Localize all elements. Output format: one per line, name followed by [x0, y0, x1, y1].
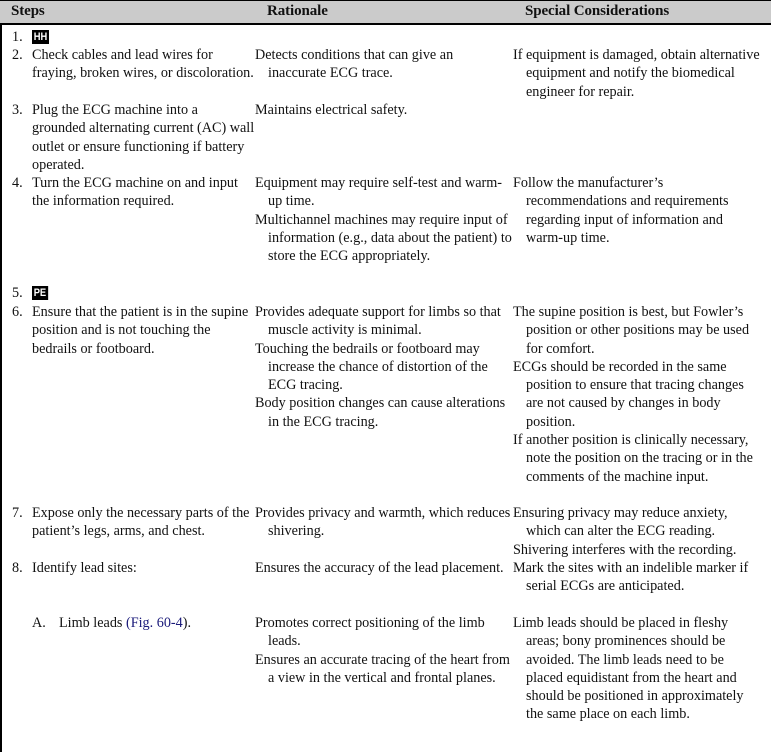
rationale-text: Touching the bedrails or footboard may increase the chance of distortion of the ECG tracing. — [255, 340, 488, 394]
rationale-text: Ensures the accuracy of the lead placement. — [255, 560, 504, 576]
step-text: Expose only the necessary parts of the patient’s legs, arms, and chest. — [32, 505, 250, 540]
rationale-text: Body position changes can cause alterations in the ECG tracing. — [255, 395, 506, 430]
table-body — [0, 28, 771, 744]
step-1 — [12, 28, 255, 46]
rationale-text: Promotes correct positioning of the limb leads. — [255, 615, 485, 650]
step-2 — [12, 46, 255, 83]
special-text: Mark the sites with an indelible marker if serial ECGs are anticipated. — [513, 560, 749, 595]
table-row — [0, 28, 771, 46]
step-text-end: ). — [182, 615, 192, 631]
table-row — [0, 504, 771, 559]
step-4 — [12, 174, 255, 211]
step-number: 6. — [12, 304, 23, 320]
table-row — [0, 101, 771, 174]
step-number: 4. — [12, 175, 23, 191]
step-3 — [12, 101, 255, 174]
step-text: Plug the ECG machine into a grounded alternating current (AC) wall outlet or ensure functioning if battery operated. — [32, 102, 255, 173]
table-row — [0, 559, 771, 614]
rationale-text: Detects conditions that can give an inaccurate ECG trace. — [255, 47, 454, 82]
step-number: 5. — [12, 285, 23, 301]
header-rationale: Rationale — [267, 3, 328, 19]
table-header — [0, 0, 771, 25]
step-text: Check cables and lead wires for fraying, broken wires, or discoloration. — [32, 47, 254, 82]
rationale-text: Ensures an accurate tracing of the heart from a view in the vertical and frontal planes. — [255, 651, 510, 686]
step-number: 7. — [12, 505, 23, 521]
step-text: Ensure that the patient is in the supine position and is not touching the bedrails or footboard. — [32, 304, 249, 357]
figure-link[interactable]: (Fig. 60-4 — [125, 615, 183, 631]
special-text: ECGs should be recorded in the same position to ensure that tracing changes are not caused by changes in body position. — [513, 358, 744, 430]
special-text: Follow the manufacturer’s recommendations and requirements regarding input of information and warm-up time. — [513, 175, 729, 246]
table-row — [0, 284, 771, 303]
special-text: Shivering interferes with the recording. — [513, 541, 737, 558]
table-row — [0, 174, 771, 284]
header-special-considerations: Special Considerations — [525, 3, 670, 19]
step-number: 1. — [12, 29, 23, 45]
step-7 — [12, 504, 255, 541]
step-number: 3. — [12, 102, 23, 118]
step-number: A. — [32, 615, 46, 631]
step-8a — [12, 614, 255, 632]
table-row — [0, 614, 771, 744]
special-text: The supine position is best, but Fowler’s position or other positions may be used for comfort. — [513, 304, 750, 357]
rationale-text: Provides adequate support for limbs so that muscle activity is minimal. — [255, 304, 501, 339]
step-number: 8. — [12, 560, 23, 576]
step-text: Limb leads — [59, 615, 126, 631]
step-text: Turn the ECG machine on and input the information required. — [32, 175, 238, 210]
table-row — [0, 46, 771, 101]
special-text: If another position is clinically necessary, note the position on the tracing or in the comments of the machine input. — [513, 432, 753, 485]
rationale-text: Equipment may require self-test and warm-up time. — [255, 175, 503, 210]
rationale-text: Multichannel machines may require input of information (e.g., data about the patient) to store the ECG appropriately. — [255, 211, 512, 265]
special-text: If equipment is damaged, obtain alternative equipment and notify the biomedical engineer for repair. — [513, 47, 760, 100]
hand-hygiene-icon: HH — [33, 31, 48, 43]
step-6 — [12, 303, 255, 358]
step-8 — [12, 559, 255, 577]
step-text: Identify lead sites: — [32, 560, 137, 576]
rationale-text: Maintains electrical safety. — [255, 102, 408, 118]
header-steps: Steps — [11, 3, 45, 19]
step-number: 2. — [12, 47, 23, 63]
table-row — [0, 303, 771, 504]
special-text: Ensuring privacy may reduce anxiety, which can alter the ECG reading. — [513, 505, 728, 540]
patient-education-icon: PE — [33, 287, 47, 299]
step-5 — [12, 284, 255, 302]
special-text: Limb leads should be placed in fleshy areas; bony prominences should be avoided. The limb leads need to be placed equidistant from the heart and should be positioned in approximately the same place on each limb. — [513, 615, 744, 723]
rationale-text: Provides privacy and warmth, which reduces shivering. — [255, 505, 511, 540]
